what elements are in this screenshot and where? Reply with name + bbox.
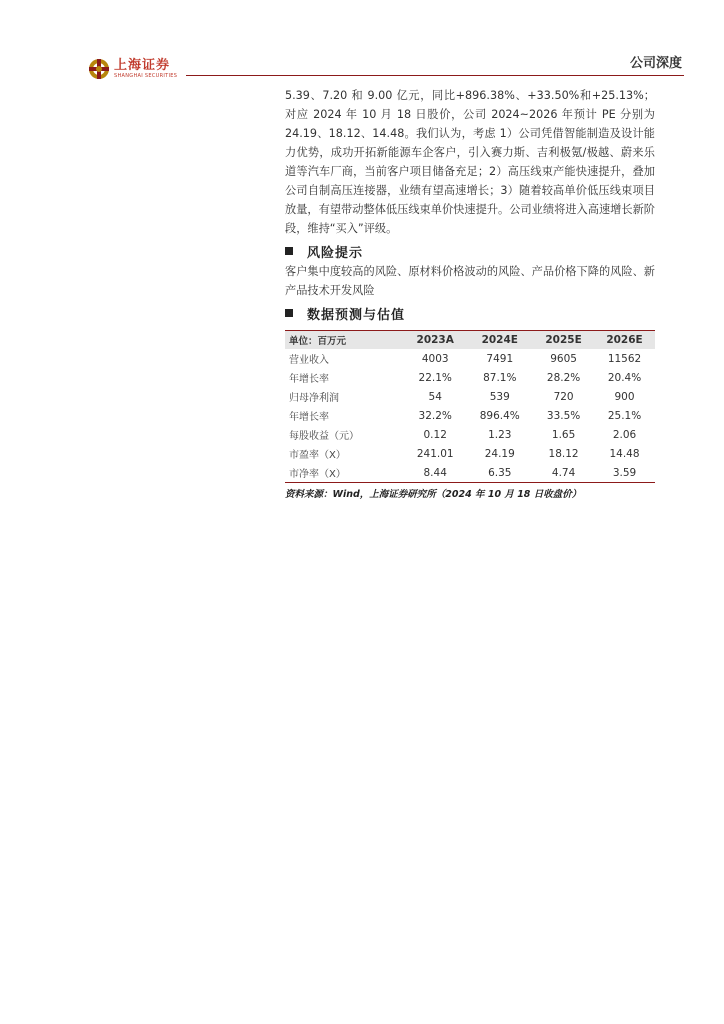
table-cell: 14.48 <box>609 447 640 460</box>
unit-label: 单位：百万元 <box>285 331 404 350</box>
row-label: 每股收益（元） <box>289 431 359 442</box>
table-row <box>285 444 655 463</box>
table-row <box>285 406 655 425</box>
table-cell: 20.4% <box>607 371 642 384</box>
company-logo <box>88 57 184 81</box>
table-cell: 33.5% <box>546 409 581 422</box>
table-cell: 18.12 <box>548 447 579 460</box>
column-header: 2026E <box>594 331 655 350</box>
forecast-table <box>285 330 655 483</box>
row-label: 市净率（X） <box>285 463 404 483</box>
table-cell: 8.44 <box>404 463 466 483</box>
document-type: 公司深度 <box>629 56 682 71</box>
table-cell: 28.2% <box>546 371 581 384</box>
table-cell: 900 <box>614 390 635 403</box>
risk-text: 客户集中度较高的风险、原材料价格波动的风险、产品价格下降的风险、新产品技术开发风险 <box>285 265 655 297</box>
row-label: 归母净利润 <box>289 393 339 404</box>
table-row <box>285 463 655 483</box>
table-cell: 539 <box>489 390 510 403</box>
logo-cn-text: 上海证券 <box>114 58 171 73</box>
table-cell: 241.01 <box>416 447 454 460</box>
table-cell: 7491 <box>486 352 514 365</box>
table-cell: 4.74 <box>533 463 594 483</box>
square-bullet-icon <box>285 309 293 317</box>
table-cell: 87.1% <box>483 371 517 384</box>
row-label: 年增长率 <box>289 374 329 385</box>
forecast-section-heading <box>285 302 655 324</box>
table-header-row <box>285 331 655 350</box>
table-cell: 22.1% <box>418 371 452 384</box>
table-cell: 24.19 <box>484 447 515 460</box>
table-cell: 0.12 <box>423 428 447 441</box>
column-header: 2025E <box>533 331 594 350</box>
logo-emblem-icon <box>88 58 110 80</box>
table-cell: 1.65 <box>551 428 576 441</box>
square-bullet-icon <box>285 247 293 255</box>
table-row <box>285 425 655 444</box>
table-cell: 4003 <box>421 352 449 365</box>
table-cell: 11562 <box>607 352 642 365</box>
table-cell: 720 <box>553 390 574 403</box>
table-source-note: 资料来源：Wind，上海证券研究所（2024 年 10 月 18 日收盘价） <box>285 489 582 500</box>
row-label: 营业收入 <box>289 355 329 366</box>
table-row <box>285 349 655 368</box>
summary-paragraph: 5.39、7.20 和 9.00 亿元，同比+896.38%、+33.50%和+25.13%；对应 2024 年 10 月 18 日股价，公司 2024~2026 年预计 PE 分别为 24.19、18.12、14.48。我们认为，考虑 1）公司凭借智能制造及设计能力优势，成功开拓新能源车企客户，引入赛力斯、吉利极氪/极越、蔚来乐道等汽车厂商，当前客户项目储备充足；2）高压线束产能快速提升，叠加公司自制高压连接器，业绩有望高速增长；3）随着较高单价低压线束项目放量，有望带动整体低压线束单价快速提升。公司业绩将进入高速增长新阶段，维持“买入”评级。 <box>285 89 655 235</box>
risk-section-heading <box>285 240 655 262</box>
header-divider <box>186 75 684 76</box>
table-cell: 32.2% <box>418 409 452 422</box>
table-cell: 3.59 <box>594 463 655 483</box>
table-cell: 25.1% <box>607 409 642 422</box>
table-cell: 54 <box>428 390 442 403</box>
table-cell: 6.35 <box>466 463 533 483</box>
forecast-title: 数据预测与估值 <box>307 307 406 323</box>
row-label: 市盈率（X） <box>289 450 346 461</box>
risk-title: 风险提示 <box>307 245 364 261</box>
table-cell: 1.23 <box>488 428 512 441</box>
table-cell: 9605 <box>550 352 577 365</box>
logo-en-text: SHANGHAI SECURITIES <box>114 73 178 79</box>
column-header: 2023A <box>404 331 466 350</box>
column-header: 2024E <box>466 331 533 350</box>
table-cell: 896.4% <box>479 409 520 422</box>
table-cell: 2.06 <box>612 428 637 441</box>
main-content <box>285 86 655 500</box>
row-label: 年增长率 <box>289 412 329 423</box>
table-row <box>285 368 655 387</box>
table-row <box>285 387 655 406</box>
